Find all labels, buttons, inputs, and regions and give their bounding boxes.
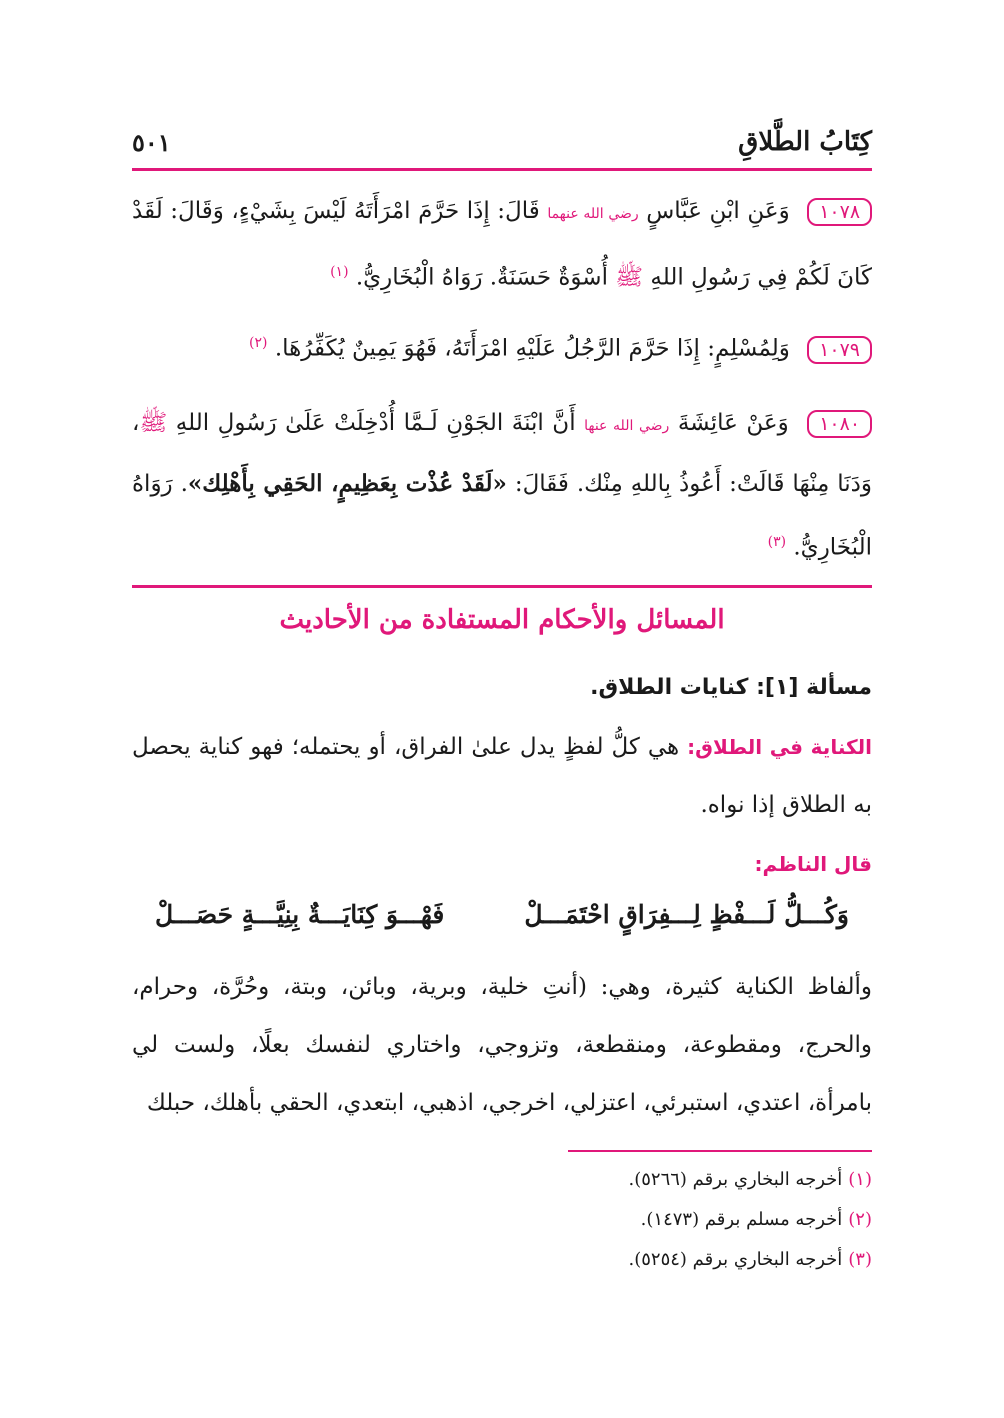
honorific-glyph: ﷺ [615, 264, 644, 291]
hadith-text: أُسْوَةٌ حَسَنَةٌ. رَوَاهُ الْبُخَارِيُّ. [355, 264, 608, 291]
hadith-1078 [132, 182, 872, 307]
definition-paragraph [132, 718, 872, 834]
honorific-glyph: ﷺ [139, 410, 168, 436]
footnote-marker: (٢) [249, 335, 268, 351]
kinaya-words-paragraph [132, 958, 872, 1132]
honorific-glyph: رضي الله عنهما [547, 206, 639, 222]
page-header [132, 118, 872, 166]
verse-first-hemistich: وَكُـــلُّ لَـــفْظٍ لِـــفِرَاقٍ احْتَمَـــلْ [524, 899, 849, 929]
paragraph-text: وألفاظ الكناية كثيرة، وهي: (أنتِ خلية، وبرية، وبائن، وبتة، وحُرَّة، وحرام، والحرج، ومقطوعة، ومنقطعة، وتزوجي، واختاري لنفسك بعلًا، ولست لي بامرأة، اعتدي، استبرئي، اعتزلي، اخرجي، اذهبي، ابتعدي، الحقي بأهلك، حبلك [132, 974, 872, 1116]
footnote-number: (٢) [848, 1209, 872, 1230]
footnote-text: أخرجه البخاري برقم (٥٢٥٤). [628, 1249, 843, 1270]
section-divider [132, 585, 872, 588]
chapter-title: كِتَابُ الطَّلاقِ [738, 127, 872, 157]
footnote-marker: (١) [330, 264, 349, 280]
definition-term: الكناية في الطلاق: [687, 735, 872, 759]
hadith-1080 [132, 394, 872, 577]
hadith-text: وَعَنْ عَائِشَةَ [677, 410, 789, 436]
hadith-1079 [132, 314, 872, 378]
footnote-item [132, 1160, 872, 1200]
page-number: ٥٠١ [132, 127, 171, 157]
footnote-item [132, 1200, 872, 1240]
honorific-glyph: رضي الله عنها [584, 418, 670, 434]
hadith-text: أَنَّ ابْنَةَ الجَوْنِ لَـمَّا أُدْخِلَتْ عَلَىٰ رَسُولِ اللهِ [175, 410, 576, 436]
prophetic-quote: «لَقَدْ عُذْت بِعَظِيمٍ، الحَقِي بِأَهْلِك» [187, 470, 507, 497]
hadith-text: قَالَ: إِذَا حَرَّمَ امْرَأَتَهُ لَيْسَ بِشَيْءٍ، وَقَالَ: لَقَدْ كَانَ لَكُمْ فِي رَسُولِ اللهِ [132, 198, 872, 291]
hadith-number-badge: ١٠٧٩ [807, 336, 872, 364]
section-title: المسائل والأحكام المستفادة من الأحاديث [279, 605, 725, 635]
footnote-divider [568, 1150, 872, 1152]
footnote-item [132, 1240, 872, 1280]
header-divider [132, 168, 872, 171]
definition-text: هي كلُّ لفظٍ يدل علىٰ الفراق، أو يحتمله؛ فهو كناية يحصل به الطلاق إذا نواه. [132, 734, 872, 818]
hadith-number-badge: ١٠٧٨ [807, 198, 872, 226]
footnote-number: (١) [848, 1169, 872, 1190]
issue-title: كنايات الطلاق. [590, 675, 749, 700]
issue-heading [132, 668, 872, 708]
hadith-text: وَعَنِ ابْنِ عَبَّاسٍ [646, 198, 790, 224]
poem-verse [132, 886, 872, 942]
hadith-text: . رَوَاهُ الْبُخَارِيُّ. [132, 471, 872, 561]
nazim-label: قال الناظم: [754, 852, 872, 876]
footnote-marker: (٣) [767, 534, 787, 550]
verse-second-hemistich: فَهْـــوَ كِنَايَـــةٌ بِنِيَّـــةٍ حَصَـــلْ [155, 899, 445, 929]
footnote-text: أخرجه مسلم برقم (١٤٧٣). [640, 1209, 843, 1230]
hadith-text: ، وَدَنَا مِنْهَا قَالَتْ: أَعُوذُ بِاللهِ مِنْك. فَقَالَ: [132, 410, 872, 497]
footnote-text: أخرجه البخاري برقم (٥٢٦٦). [628, 1169, 843, 1190]
hadith-text: وَلِمُسْلِمٍ: إِذَا حَرَّمَ الرَّجُلُ عَلَيْهِ امْرَأَتَهُ، فَهُوَ يَمِينٌ يُكَفِّرُهَا. [274, 335, 790, 362]
hadith-number-badge: ١٠٨٠ [807, 410, 872, 438]
footnotes [132, 1160, 872, 1280]
issue-label: مسألة [١]: [756, 675, 872, 700]
footnote-number: (٣) [848, 1249, 872, 1270]
